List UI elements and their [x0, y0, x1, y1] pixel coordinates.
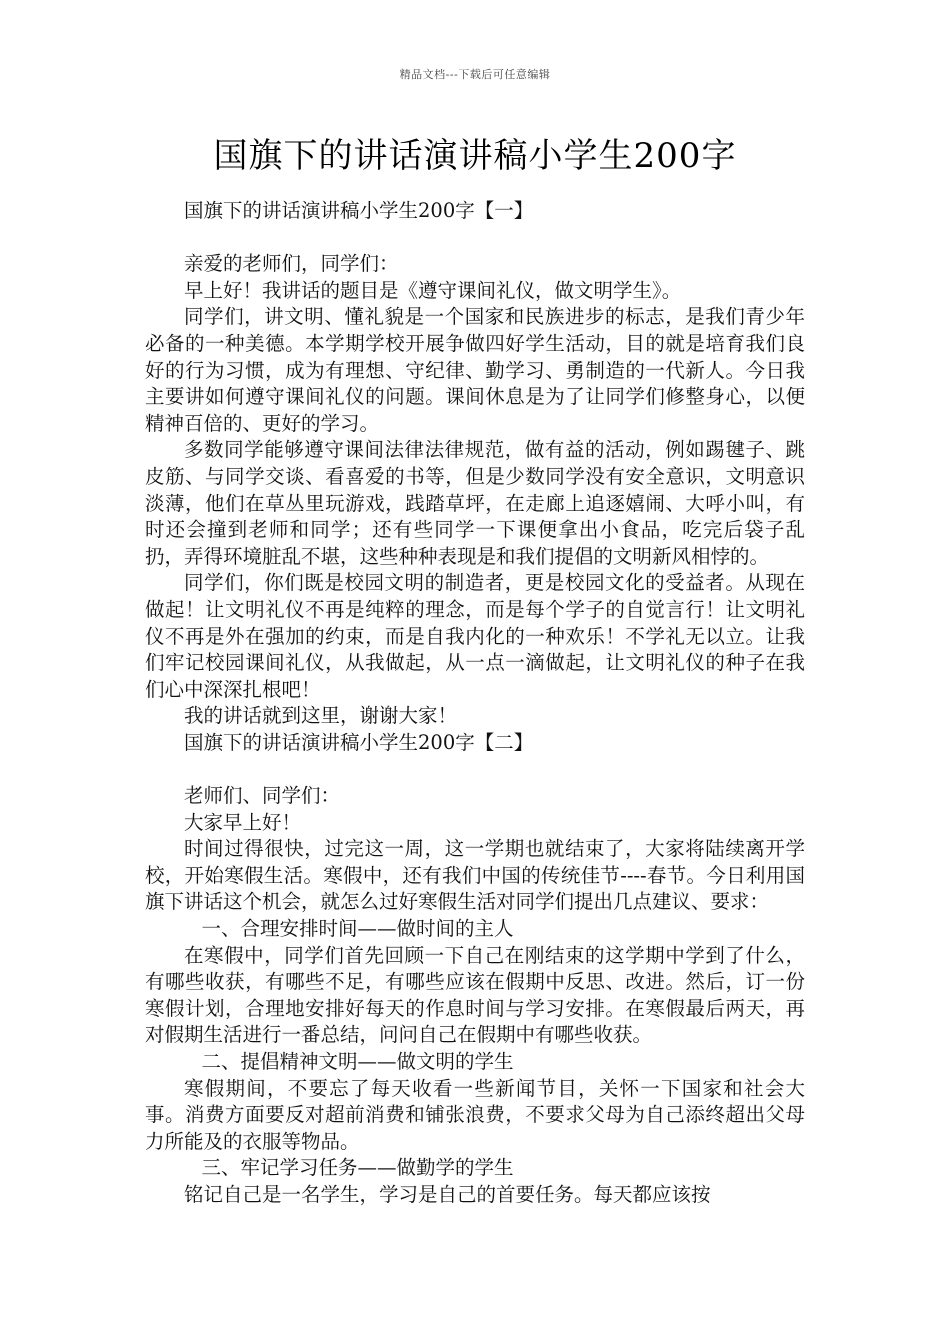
- part2-paragraph: 时间过得很快，过完这一周，这一学期也就结束了，大家将陆续离开学校，开始寒假生活。寒假中，还有我们中国的传统佳节----春节。今日利用国旗下讲话这个机会，就怎么过好寒假生活对同学们提出几点建议、要求：: [145, 837, 805, 914]
- header-note: 精品文档---下载后可任意编辑: [399, 68, 551, 81]
- document-title: 国旗下的讲话演讲稿小学生200字: [213, 136, 737, 176]
- spacer: [145, 756, 805, 783]
- part1-closing: 我的讲话就到这里，谢谢大家！: [184, 704, 458, 728]
- spacer: [145, 225, 805, 252]
- section-title: 二、提倡精神文明——做文明的学生: [201, 1050, 514, 1073]
- part1-paragraph: 早上好！我讲话的题目是《遵守课间礼仪，做文明学生》。: [184, 278, 682, 302]
- part2-heading: 国旗下的讲话演讲稿小学生200字【二】: [184, 730, 534, 754]
- part1-paragraph: 同学们，你们既是校园文明的制造者，更是校园文化的受益者。从现在做起！让文明礼仪不再是纯粹的理念，而是每个学子的自觉言行！让文明礼仪不再是外在强加的约束，而是自我内化的一种欢乐！不学礼无以立。让我们牢记校园课间礼仪，从我做起，从一点一滴做起，让文明礼仪的种子在我们心中深深扎根吧！: [145, 571, 805, 701]
- part1-greeting: 亲爱的老师们，同学们：: [184, 252, 399, 276]
- section-title: 三、牢记学习任务——做勤学的学生: [201, 1156, 514, 1180]
- document-body: [145, 198, 805, 1209]
- section-body: 在寒假中，同学们首先回顾一下自己在刚结束的这学期中学到了什么，有哪些收获，有哪些不足，有哪些应该在假期中反思、改进。然后，订一份寒假计划，合理地安排好每天的作息时间与学习安排。在寒假最后两天，再对假期生活进行一番总结，问问自己在假期中有哪些收获。: [145, 943, 805, 1047]
- section-body: 铭记自己是一名学生，学习是自己的首要任务。每天都应该按: [184, 1182, 711, 1206]
- part2-paragraph: 大家早上好！: [184, 810, 302, 834]
- part1-paragraph: 同学们，讲文明、懂礼貌是一个国家和民族进步的标志，是我们青少年必备的一种美德。本学期学校开展争做四好学生活动，目的就是培育我们良好的行为习惯，成为有理想、守纪律、勤学习、勇制造的一代新人。今日我主要讲如何遵守课间礼仪的问题。课间休息是为了让同学们修整身心，以便精神百倍的、更好的学习。: [145, 305, 805, 435]
- part1-paragraph: 多数同学能够遵守课间法律法律规范，做有益的活动，例如踢毽子、跳皮筋、与同学交谈、看喜爱的书等，但是少数同学没有安全意识，文明意识淡薄，他们在草丛里玩游戏，践踏草坪，在走廊上追逐嬉闹、大呼小叫，有时还会撞到老师和同学；还有些同学一下课便拿出小食品，吃完后袋子乱扔，弄得环境脏乱不堪，这些种种表现是和我们提倡的文明新风相悖的。: [145, 438, 805, 568]
- section-body: 寒假期间，不要忘了每天收看一些新闻节目，关怀一下国家和社会大事。消费方面要反对超前消费和铺张浪费，不要求父母为自己添终超出父母力所能及的衣服等物品。: [145, 1076, 805, 1153]
- section-title: 一、合理安排时间——做时间的主人: [201, 917, 514, 941]
- part2-greeting: 老师们、同学们：: [184, 784, 341, 808]
- part1-heading: 国旗下的讲话演讲稿小学生200字【一】: [184, 199, 534, 222]
